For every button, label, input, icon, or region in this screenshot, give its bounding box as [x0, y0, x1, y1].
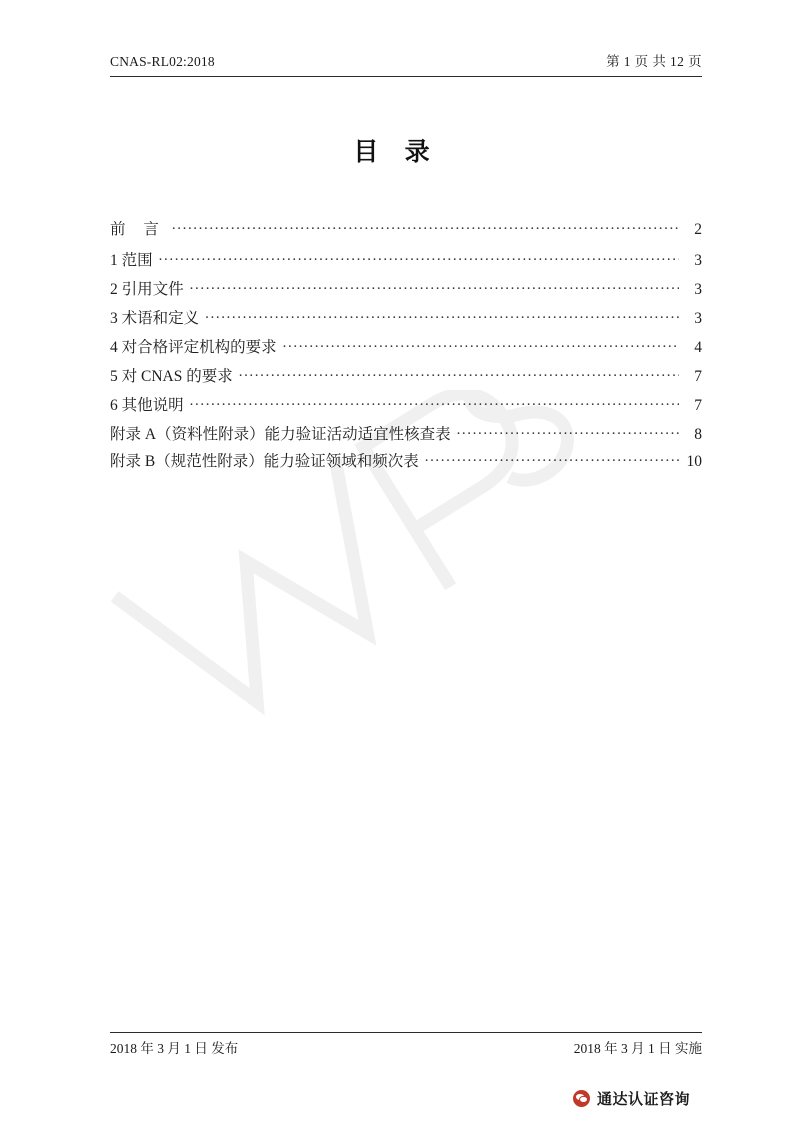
page-title: 目 录: [353, 139, 440, 166]
toc-item-label: 附录 B（规范性附录）能力验证领域和频次表: [110, 452, 419, 470]
page-number-info: 第 1 页 共 12 页: [606, 54, 702, 69]
toc-item-appendix-b[interactable]: [110, 450, 702, 477]
wechat-account[interactable]: [573, 1088, 690, 1109]
document-code: CNAS-RL02:2018: [110, 54, 215, 69]
toc-item-appendix-a[interactable]: [110, 423, 702, 450]
toc-item-label: 前 言: [110, 220, 166, 238]
toc-item-label: 附录 A（资料性附录）能力验证活动适宜性核查表: [110, 425, 451, 443]
page-header: [110, 50, 702, 70]
toc-item-page: 8: [694, 425, 702, 443]
toc-item-page: 7: [694, 367, 702, 385]
header-divider: [110, 76, 702, 77]
footer-divider: [110, 1032, 702, 1033]
toc-item-terms[interactable]: [110, 307, 702, 336]
toc-item-preface[interactable]: [110, 218, 702, 249]
table-of-contents: [110, 218, 702, 477]
toc-leader-dots: [283, 336, 679, 352]
toc-item-scope[interactable]: [110, 249, 702, 278]
toc-leader-dots: [239, 365, 679, 381]
toc-item-page: 10: [686, 452, 702, 470]
toc-item-cab-requirements[interactable]: [110, 336, 702, 365]
toc-item-page: 2: [694, 220, 702, 238]
toc-leader-dots: [190, 394, 679, 410]
toc-item-page: 3: [694, 280, 702, 298]
toc-item-page: 4: [694, 338, 702, 356]
toc-item-label: 3 术语和定义: [110, 309, 200, 327]
toc-leader-dots: [457, 423, 679, 439]
issue-date: 2018 年 3 月 1 日 发布: [110, 1041, 239, 1056]
toc-leader-dots: [205, 307, 679, 323]
toc-item-label: 2 引用文件: [110, 280, 184, 298]
toc-item-page: 3: [694, 251, 702, 269]
toc-item-page: 3: [694, 309, 702, 327]
toc-item-label: 6 其他说明: [110, 396, 184, 414]
wechat-icon: [573, 1090, 590, 1107]
page-footer: [110, 1037, 702, 1057]
effective-date: 2018 年 3 月 1 日 实施: [573, 1041, 702, 1056]
toc-item-label: 5 对 CNAS 的要求: [110, 367, 233, 385]
toc-item-label: 1 范围: [110, 251, 153, 269]
toc-leader-dots: [159, 249, 679, 265]
toc-item-label: 4 对合格评定机构的要求: [110, 338, 277, 356]
toc-leader-dots: [172, 218, 679, 234]
toc-item-references[interactable]: [110, 278, 702, 307]
toc-leader-dots: [190, 278, 679, 294]
toc-item-other-notes[interactable]: [110, 394, 702, 423]
toc-leader-dots: [425, 450, 679, 466]
toc-item-cnas-requirements[interactable]: [110, 365, 702, 394]
wechat-account-name: 通达认证咨询: [596, 1090, 690, 1108]
wechat-banner: [0, 1074, 793, 1122]
toc-item-page: 7: [694, 396, 702, 414]
